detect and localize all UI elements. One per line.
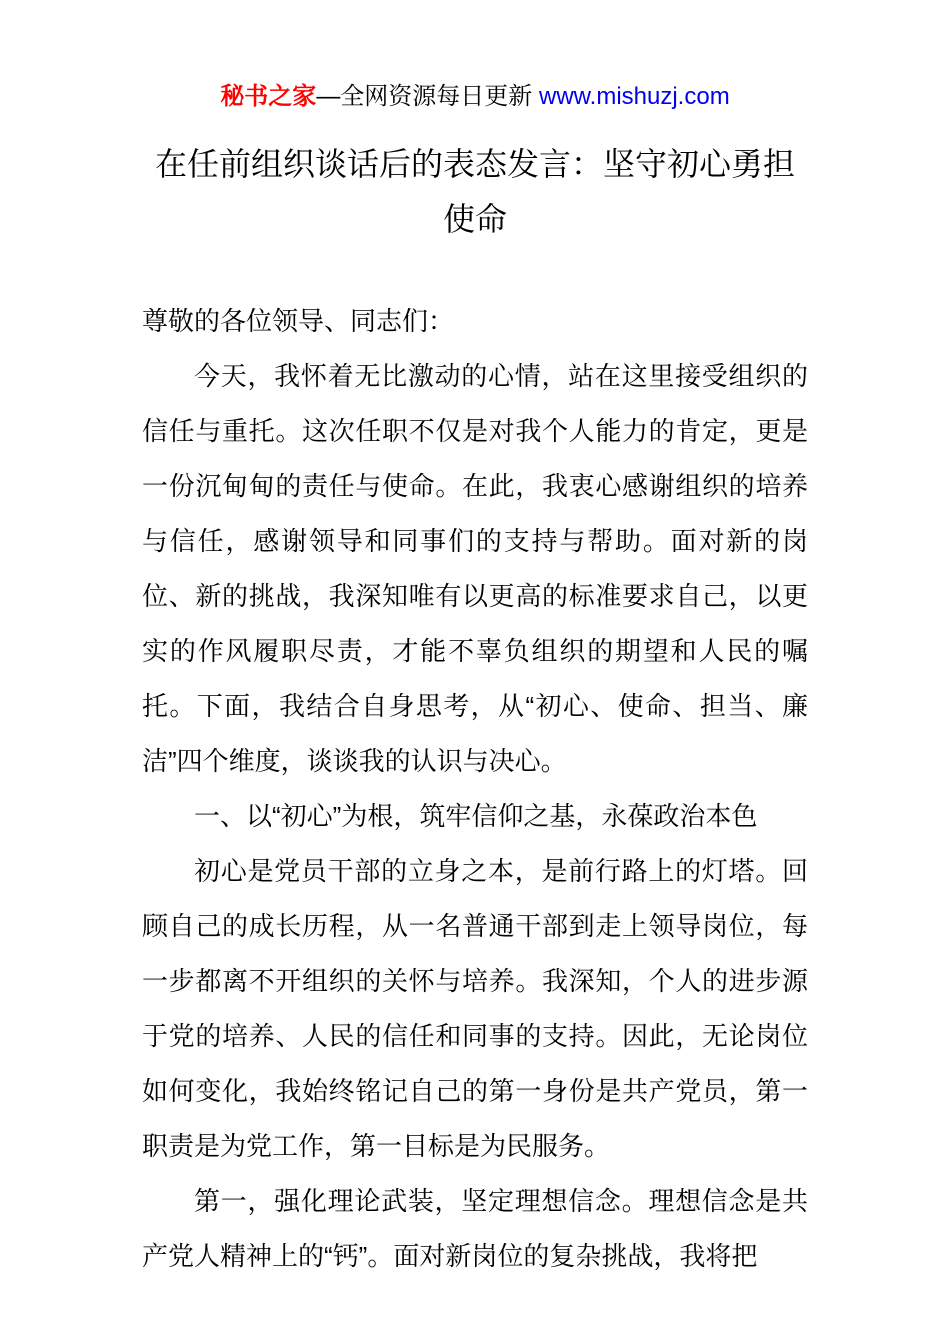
opening-paragraph: 今天，我怀着无比激动的心情，站在这里接受组织的信任与重托。这次任职不仅是对我个人能力的肯定，更是一份沉甸甸的责任与使命。在此，我衷心感谢组织的培养与信任，感谢领导和同事们的支持与帮助。面对新的岗位、新的挑战，我深知唯有以更高的标准要求自己，以更实的作风履职尽责，才能不辜负组织的期望和人民的嘱托。下面，我结合自身思考，从“初心、使命、担当、廉洁”四个维度，谈谈我的认识与决心。 [142, 361, 808, 776]
section-1-paragraph: 初心是党员干部的立身之本，是前行路上的灯塔。回顾自己的成长历程，从一名普通干部到走上领导岗位，每一步都离不开组织的关怀与培养。我深知，个人的进步源于党的培养、人民的信任和同事的支持。因此，无论岗位如何变化，我始终铭记自己的第一身份是共产党员，第一职责是为党工作，第一目标是为民服务。 [142, 856, 808, 1161]
page-title: 在任前组织谈话后的表态发言：坚守初心勇担使命 [154, 146, 795, 237]
site-url-link[interactable]: www.mishuzj.com [538, 83, 730, 110]
section-heading-1: 一、以“初心”为根，筑牢信仰之基，永葆政治本色 [194, 801, 758, 831]
document-body [142, 294, 808, 1284]
site-brand: 秘书之家 [220, 83, 317, 110]
site-header [0, 82, 950, 112]
salutation-paragraph: 尊敬的各位领导、同志们： [142, 306, 455, 336]
site-tagline: —全网资源每日更新 [316, 83, 539, 110]
point-1-paragraph-truncated: 第一，强化理论武装，坚定理想信念。理想信念是共产党人精神上的“钙”。面对新岗位的复杂挑战，我将把 [142, 1186, 808, 1271]
